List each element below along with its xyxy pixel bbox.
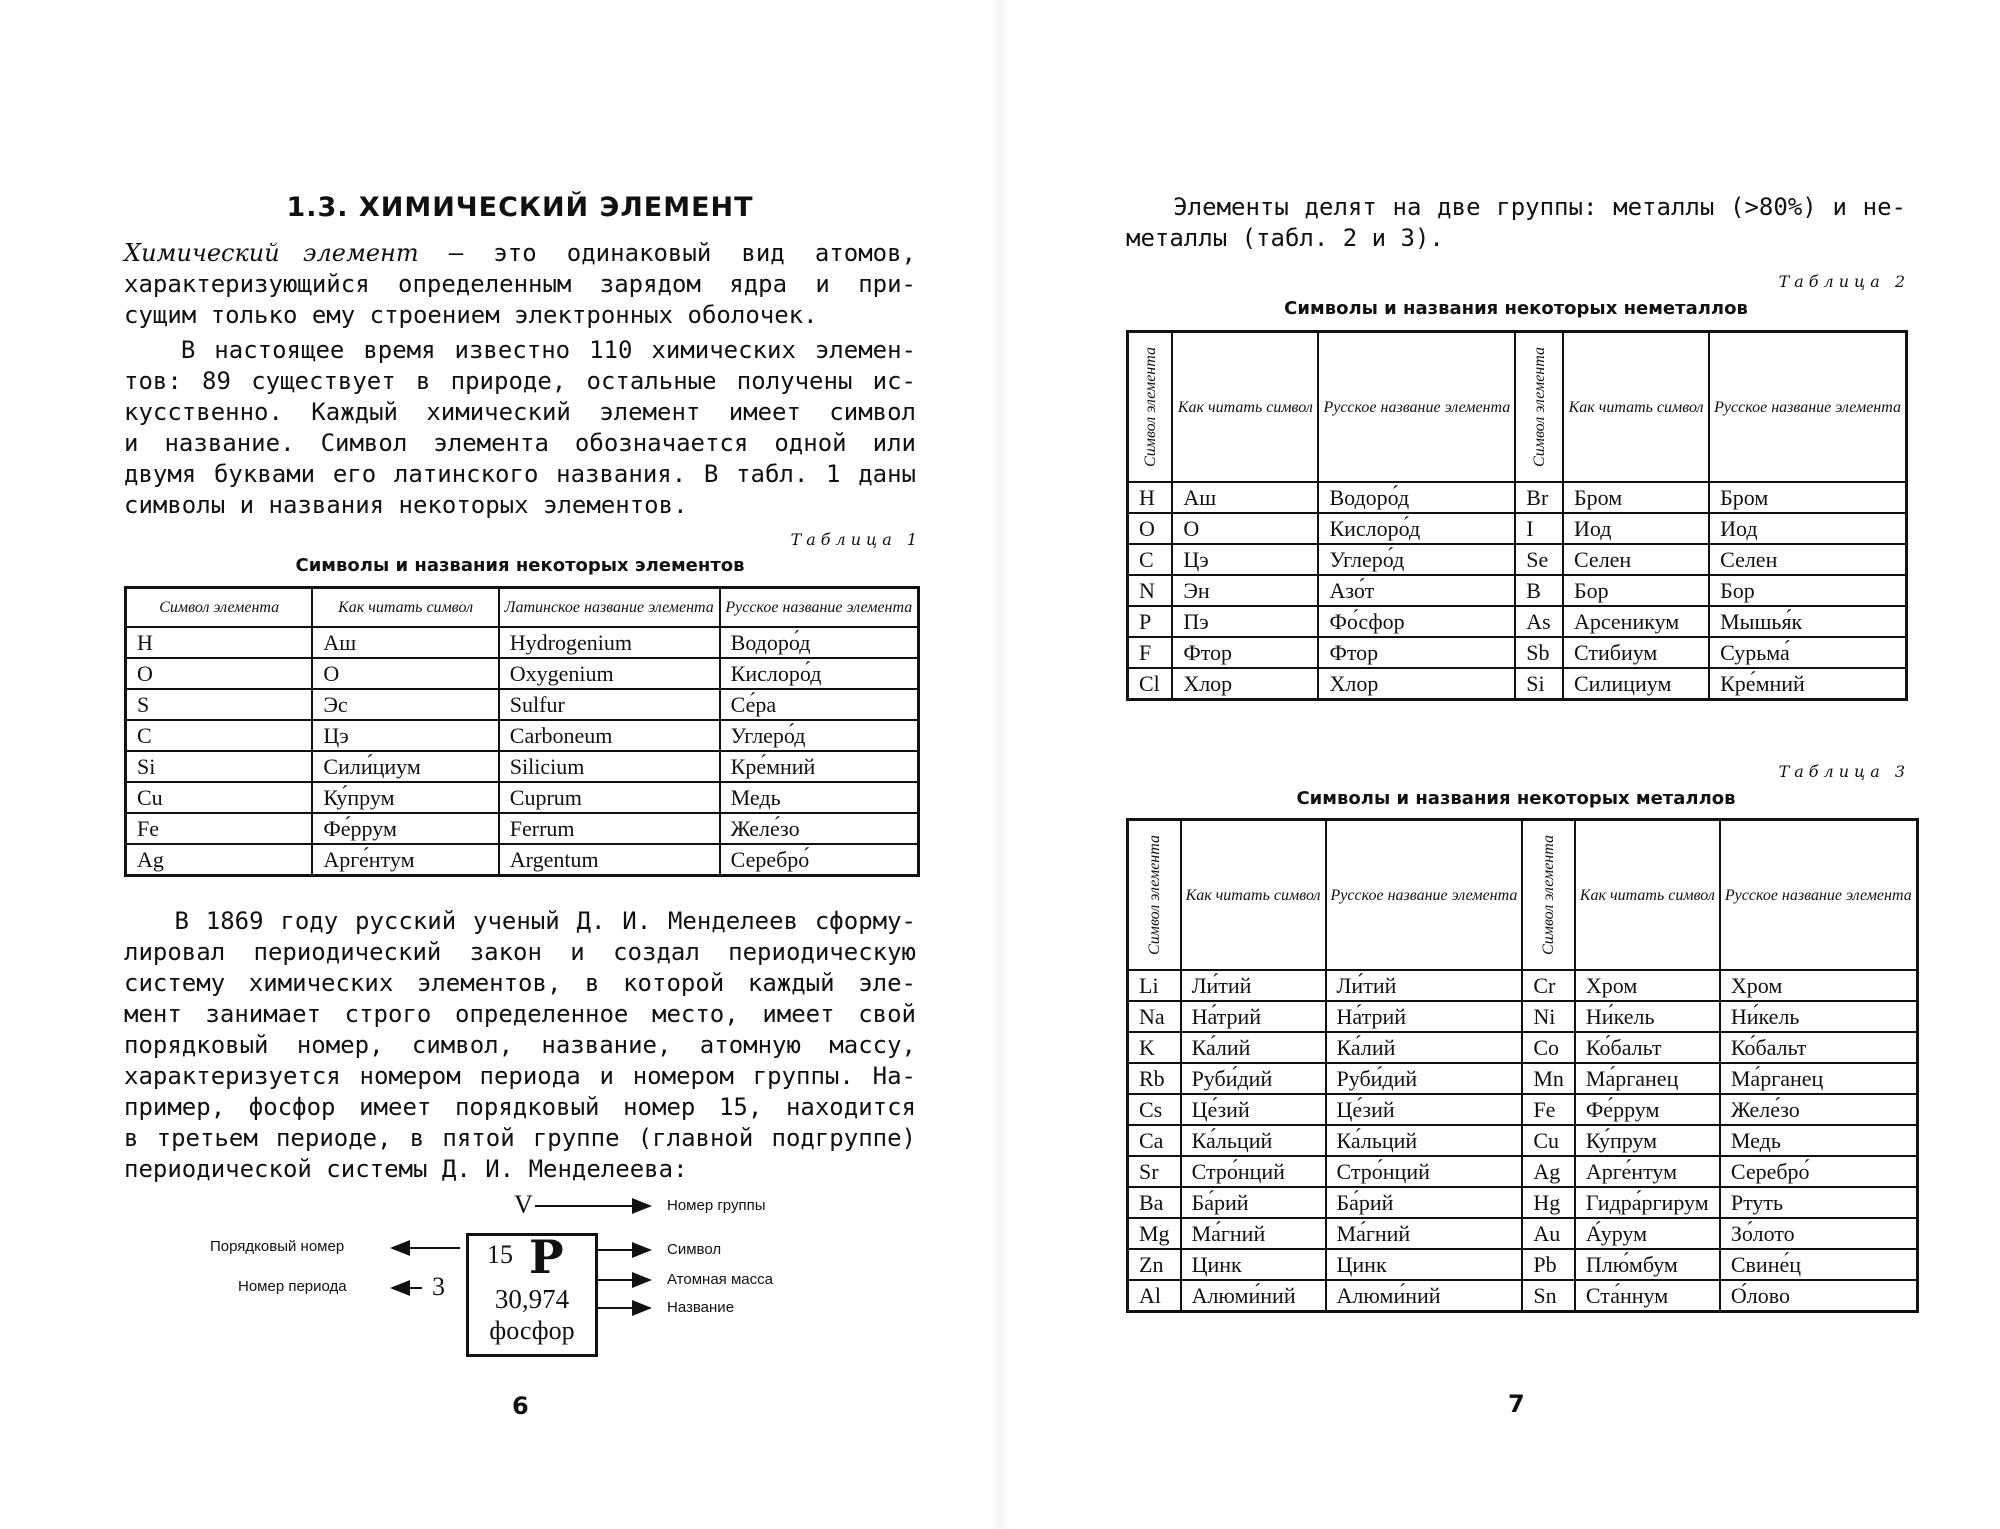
cell: Ма́рганец xyxy=(1720,1063,1917,1094)
table-row xyxy=(1128,544,1907,575)
cell: Pb xyxy=(1522,1249,1575,1280)
cell: Ку́прум xyxy=(1575,1125,1720,1156)
cell: Ba xyxy=(1128,1187,1181,1218)
table-row xyxy=(1128,970,1918,1001)
cell: Sr xyxy=(1128,1156,1181,1187)
cell: Сурьма́ xyxy=(1709,637,1906,668)
paragraph-line: сущим только ему строением электронных оболочек. xyxy=(124,301,818,329)
table-row xyxy=(126,658,919,689)
intro-paragraph xyxy=(124,335,916,521)
table-1-title: Символы и названия некоторых элементов xyxy=(295,555,745,576)
atomic-mass: 30,974 xyxy=(494,1284,570,1314)
cell: C xyxy=(126,720,313,751)
cell: Cr xyxy=(1522,970,1575,1001)
label-name: Название xyxy=(667,1299,735,1316)
cell: Rb xyxy=(1128,1063,1181,1094)
cell: Ко́бальт xyxy=(1575,1032,1720,1063)
header-reading-2: Как читать символ xyxy=(1563,332,1709,483)
element-name: фосфор xyxy=(489,1316,575,1345)
cell: Бор xyxy=(1563,575,1709,606)
cell: Zn xyxy=(1128,1249,1181,1280)
table-row xyxy=(1128,1156,1918,1187)
cell: Co xyxy=(1522,1032,1575,1063)
table-header-row xyxy=(1128,332,1907,483)
cell: Бор xyxy=(1709,575,1906,606)
label-atomic-mass: Атомная масса xyxy=(667,1271,773,1288)
paragraph-line: металлы (табл. 2 и 3). xyxy=(1126,224,1444,252)
cell: Цинк xyxy=(1326,1249,1523,1280)
cell: Ко́бальт xyxy=(1720,1032,1917,1063)
cell: Ка́лий xyxy=(1181,1032,1326,1063)
cell: Селен xyxy=(1563,544,1709,575)
table-1 xyxy=(124,586,920,877)
cell: K xyxy=(1128,1032,1181,1063)
cell: Ni xyxy=(1522,1001,1575,1032)
cell: N xyxy=(1128,575,1173,606)
cell: Мышья́к xyxy=(1709,606,1906,637)
cell: Na xyxy=(1128,1001,1181,1032)
cell: Кислоро́д xyxy=(1318,513,1515,544)
cell: Argentum xyxy=(499,844,720,876)
cell: Ма́гний xyxy=(1326,1218,1523,1249)
cell: Арге́нтум xyxy=(312,844,498,876)
cell: I xyxy=(1515,513,1563,544)
cell: Cs xyxy=(1128,1094,1181,1125)
header-russian-name-2: Русское название элемента xyxy=(1720,820,1917,971)
cell: F xyxy=(1128,637,1173,668)
cell: Бром xyxy=(1709,482,1906,513)
cell: Oxygenium xyxy=(499,658,720,689)
paragraph-line: порядковый номер, символ, название, атомную массу, xyxy=(124,1031,916,1059)
cell: Це́зий xyxy=(1326,1094,1523,1125)
cell: Ба́рий xyxy=(1181,1187,1326,1218)
cell: Серебро́ xyxy=(1720,1156,1917,1187)
table-row xyxy=(1128,513,1907,544)
cell: А́урум xyxy=(1575,1218,1720,1249)
paragraph-line: мент занимает строго определенное место, имеет свой xyxy=(124,1000,916,1028)
header-latin-name: Латинское название элемента xyxy=(499,588,720,628)
cell: Водоро́д xyxy=(720,627,919,658)
cell: Ли́тий xyxy=(1326,970,1523,1001)
cell: Алюми́ний xyxy=(1326,1280,1523,1312)
table-row xyxy=(1128,482,1907,513)
cell: Углеро́д xyxy=(1318,544,1515,575)
term-italic: Химический элемент xyxy=(124,239,419,267)
cell: Цэ xyxy=(1172,544,1318,575)
table-row xyxy=(126,813,919,844)
table-row xyxy=(1128,1249,1918,1280)
table-row xyxy=(126,689,919,720)
cell: Арге́нтум xyxy=(1575,1156,1720,1187)
table-2 xyxy=(1126,330,1908,701)
cell: Ку́прум xyxy=(312,782,498,813)
cell: Стро́нций xyxy=(1326,1156,1523,1187)
cell: Ртуть xyxy=(1720,1187,1917,1218)
cell: Бром xyxy=(1563,482,1709,513)
mendeleev-paragraph xyxy=(124,906,916,1185)
cell: Кре́мний xyxy=(720,751,919,782)
paragraph-line: характеризующийся определенным зарядом ядра и при- xyxy=(124,270,916,298)
cell: Цэ xyxy=(312,720,498,751)
cell: Аш xyxy=(312,627,498,658)
cell: Водоро́д xyxy=(1318,482,1515,513)
cell: Si xyxy=(1515,668,1563,700)
cell: Цинк xyxy=(1181,1249,1326,1280)
paragraph-line: и название. Символ элемента обозначается одной или xyxy=(124,429,916,457)
cell: Эн xyxy=(1172,575,1318,606)
cell: На́трий xyxy=(1181,1001,1326,1032)
cell: H xyxy=(1128,482,1173,513)
cell: Аш xyxy=(1172,482,1318,513)
paragraph-line: В настоящее время известно 110 химических элемен- xyxy=(124,336,916,364)
cell: Хлор xyxy=(1318,668,1515,700)
table-3 xyxy=(1126,818,1919,1313)
table-row xyxy=(1128,1063,1918,1094)
header-symbol-text: Символ элемента xyxy=(1145,835,1163,955)
cell: Al xyxy=(1128,1280,1181,1312)
cell: Hydrogenium xyxy=(499,627,720,658)
table-row xyxy=(1128,1125,1918,1156)
table-row xyxy=(1128,1187,1918,1218)
cell: О xyxy=(312,658,498,689)
cell: Кислоро́д xyxy=(720,658,919,689)
cell: Li xyxy=(1128,970,1181,1001)
paragraph-line: в третьем периоде, в пятой группе (главной подгруппе) xyxy=(124,1124,916,1152)
label-group-number: Номер группы xyxy=(667,1197,766,1214)
cell: C xyxy=(1128,544,1173,575)
table-row xyxy=(1128,575,1907,606)
cell: Ка́льций xyxy=(1181,1125,1326,1156)
cell: Ли́тий xyxy=(1181,970,1326,1001)
cell: Fe xyxy=(126,813,313,844)
cell: Пэ xyxy=(1172,606,1318,637)
header-reading: Как читать символ xyxy=(1172,332,1318,483)
cell: Зо́лото xyxy=(1720,1218,1917,1249)
cell: B xyxy=(1515,575,1563,606)
table-row xyxy=(1128,1280,1918,1312)
cell: Sn xyxy=(1522,1280,1575,1312)
table-row xyxy=(126,844,919,876)
cell: Хром xyxy=(1575,970,1720,1001)
cell: Ag xyxy=(126,844,313,876)
cell: Фе́ррум xyxy=(312,813,498,844)
cell: О xyxy=(1172,513,1318,544)
cell: На́трий xyxy=(1326,1001,1523,1032)
cell: Руби́дий xyxy=(1326,1063,1523,1094)
header-symbol-2 xyxy=(1522,820,1575,971)
cell: Руби́дий xyxy=(1181,1063,1326,1094)
cell: Ag xyxy=(1522,1156,1575,1187)
table-row xyxy=(1128,1094,1918,1125)
cell: Желе́зо xyxy=(1720,1094,1917,1125)
cell: Свине́ц xyxy=(1720,1249,1917,1280)
cell: Cl xyxy=(1128,668,1173,700)
cell: Fe xyxy=(1522,1094,1575,1125)
table-row xyxy=(126,627,919,658)
table-row xyxy=(126,782,919,813)
paragraph-line: двумя буквами его латинского названия. В табл. 1 даны xyxy=(124,460,916,488)
cell: O xyxy=(126,658,313,689)
cell: Стро́нций xyxy=(1181,1156,1326,1187)
cell: Au xyxy=(1522,1218,1575,1249)
cell: Ма́рганец xyxy=(1575,1063,1720,1094)
table-row xyxy=(1128,606,1907,637)
table-header-row xyxy=(126,588,919,628)
element-symbol: P xyxy=(529,1230,564,1284)
paragraph-line: В 1869 году русский ученый Д. И. Менделеев сформу- xyxy=(124,907,916,935)
cell: Ба́рий xyxy=(1326,1187,1523,1218)
paragraph-line: пример, фосфор имеет порядковый номер 15, находится xyxy=(124,1093,916,1121)
header-russian-name: Русское название элемента xyxy=(1318,332,1515,483)
cell: Carboneum xyxy=(499,720,720,751)
atomic-number: 15 xyxy=(487,1240,513,1269)
header-russian-name: Русское название элемента xyxy=(1326,820,1523,971)
group-number: V xyxy=(514,1190,533,1219)
cell: Фтор xyxy=(1172,637,1318,668)
cell: As xyxy=(1515,606,1563,637)
cell: Иод xyxy=(1563,513,1709,544)
cell: Ка́лий xyxy=(1326,1032,1523,1063)
table-row xyxy=(1128,637,1907,668)
cell: Селен xyxy=(1709,544,1906,575)
cell: Ни́кель xyxy=(1720,1001,1917,1032)
header-reading: Как читать символ xyxy=(1181,820,1326,971)
page-number: 7 xyxy=(1508,1390,1525,1418)
cell: Силициум xyxy=(1563,668,1709,700)
cell: Ма́гний xyxy=(1181,1218,1326,1249)
cell: Ca xyxy=(1128,1125,1181,1156)
cell: Фтор xyxy=(1318,637,1515,668)
cell: Медь xyxy=(720,782,919,813)
cell: Mn xyxy=(1522,1063,1575,1094)
header-reading: Как читать символ xyxy=(312,588,498,628)
cell: Фе́ррум xyxy=(1575,1094,1720,1125)
header-symbol-text: Символ элемента xyxy=(1141,347,1159,467)
cell: Алюми́ний xyxy=(1181,1280,1326,1312)
paragraph-line: Элементы делят на две группы: металлы (>80%) и не- xyxy=(1126,193,1906,221)
cell: Hg xyxy=(1522,1187,1575,1218)
paragraph-line: характеризуется номером периода и номером группы. На- xyxy=(124,1062,916,1090)
paragraph-line: систему химических элементов, в которой каждый эле- xyxy=(124,969,916,997)
cell: Cu xyxy=(126,782,313,813)
header-symbol-2-text: Символ элемента xyxy=(1530,347,1548,467)
header-symbol-2-text: Символ элемента xyxy=(1540,835,1558,955)
cell: Cu xyxy=(1522,1125,1575,1156)
cell: Углеро́д xyxy=(720,720,919,751)
paragraph-line: кусственно. Каждый химический элемент имеет символ xyxy=(124,398,916,426)
header-symbol-2 xyxy=(1515,332,1563,483)
cell: Сили́циум xyxy=(312,751,498,782)
paragraph-line: лировал периодический закон и создал периодическую xyxy=(124,938,916,966)
table-3-label: Таблица 3 xyxy=(1778,762,1910,781)
cell: Стибиум xyxy=(1563,637,1709,668)
cell: Азо́т xyxy=(1318,575,1515,606)
table-3-title: Символы и названия некоторых металлов xyxy=(1296,788,1736,809)
cell: Медь xyxy=(1720,1125,1917,1156)
cell: Це́зий xyxy=(1181,1094,1326,1125)
table-1-label: Таблица 1 xyxy=(790,530,922,549)
header-reading-2: Как читать символ xyxy=(1575,820,1720,971)
paragraph-line: символы и названия некоторых элементов. xyxy=(124,491,688,519)
period-number: 3 xyxy=(432,1272,445,1301)
table-row xyxy=(126,720,919,751)
cell: Silicium xyxy=(499,751,720,782)
groups-paragraph xyxy=(1126,192,1906,254)
cell: Фо́сфор xyxy=(1318,606,1515,637)
cell: Br xyxy=(1515,482,1563,513)
header-russian-name: Русское название элемента xyxy=(720,588,919,628)
cell: Иод xyxy=(1709,513,1906,544)
label-atomic-number: Порядковый номер xyxy=(210,1238,345,1255)
cell: Sulfur xyxy=(499,689,720,720)
cell: P xyxy=(1128,606,1173,637)
table-2-label: Таблица 2 xyxy=(1778,272,1910,291)
cell: H xyxy=(126,627,313,658)
cell: Ка́льций xyxy=(1326,1125,1523,1156)
right-page xyxy=(1000,0,2000,1529)
cell: Ни́кель xyxy=(1575,1001,1720,1032)
cell: Гидра́ргирум xyxy=(1575,1187,1720,1218)
table-2-title: Символы и названия некоторых неметаллов xyxy=(1284,298,1748,319)
paragraph-line xyxy=(124,238,916,269)
cell: Плю́мбум xyxy=(1575,1249,1720,1280)
cell: Желе́зо xyxy=(720,813,919,844)
table-row xyxy=(1128,668,1907,700)
cell: Хром xyxy=(1720,970,1917,1001)
cell: Се́ра xyxy=(720,689,919,720)
section-heading: 1.3. ХИМИЧЕСКИЙ ЭЛЕМЕНТ xyxy=(286,192,754,223)
cell: Sb xyxy=(1515,637,1563,668)
cell: Cuprum xyxy=(499,782,720,813)
header-symbol xyxy=(1128,332,1173,483)
page-number: 6 xyxy=(512,1392,529,1420)
definition-paragraph xyxy=(124,238,916,331)
paragraph-line-text: — это одинаковый вид атомов, xyxy=(418,239,916,267)
header-symbol xyxy=(1128,820,1181,971)
cell: Si xyxy=(126,751,313,782)
cell: Ferrum xyxy=(499,813,720,844)
cell: Se xyxy=(1515,544,1563,575)
scheme-arrows-left xyxy=(380,1230,470,1310)
table-row xyxy=(1128,1001,1918,1032)
table-row xyxy=(1128,1032,1918,1063)
cell: Ста́ннум xyxy=(1575,1280,1720,1312)
cell: Хлор xyxy=(1172,668,1318,700)
cell: Эс xyxy=(312,689,498,720)
table-header-row xyxy=(1128,820,1918,971)
cell: Серебро́ xyxy=(720,844,919,876)
cell: S xyxy=(126,689,313,720)
cell: О́лово xyxy=(1720,1280,1917,1312)
paragraph-line: периодической системы Д. И. Менделеева: xyxy=(124,1155,688,1183)
table-row xyxy=(126,751,919,782)
cell: Кре́мний xyxy=(1709,668,1906,700)
cell: Mg xyxy=(1128,1218,1181,1249)
cell: Арсеникум xyxy=(1563,606,1709,637)
label-period-number: Номер периода xyxy=(238,1278,347,1295)
label-symbol: Символ xyxy=(667,1241,722,1258)
table-row xyxy=(1128,1218,1918,1249)
paragraph-line: тов: 89 существует в природе, остальные получены ис- xyxy=(124,367,916,395)
header-russian-name-2: Русское название элемента xyxy=(1709,332,1906,483)
header-symbol: Символ элемента xyxy=(126,588,313,628)
cell: O xyxy=(1128,513,1173,544)
